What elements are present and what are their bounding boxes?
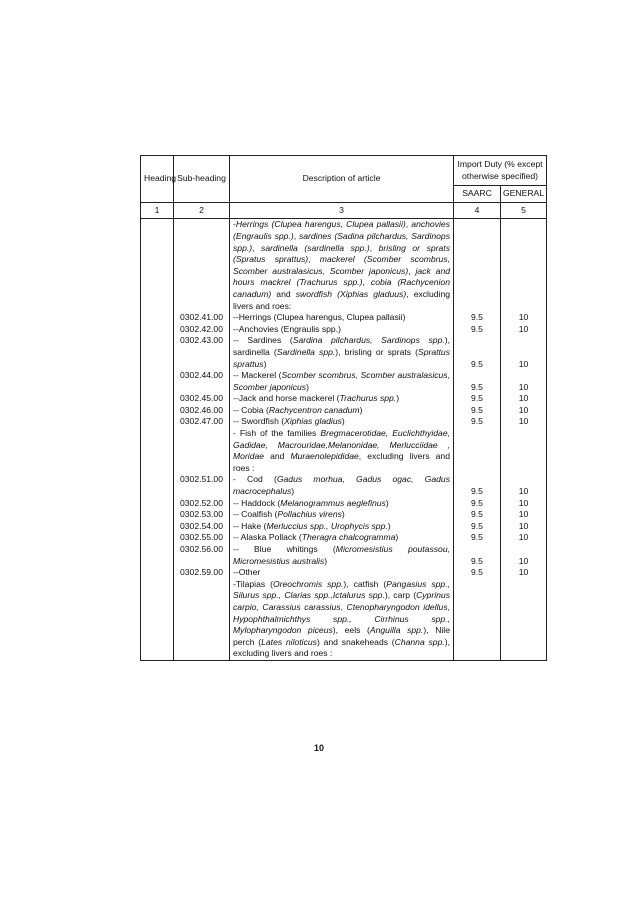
table-row [141,335,547,370]
general-duty-value [501,428,547,474]
column-number: 4 [454,202,501,219]
description-cell: -- Alaska Pollack (Theragra chalcogramma) [230,532,454,544]
heading-cell [141,567,174,579]
subheading-code: 0302.59.00 [174,567,230,579]
heading-cell [141,219,174,312]
tariff-table [140,155,547,661]
heading-cell [141,428,174,474]
table-row [141,416,547,428]
heading-cell [141,312,174,324]
table-row [141,405,547,417]
saarc-duty-value: 9.5 [454,521,501,533]
subheading-code: 0302.44.00 [174,370,230,393]
subheading-code [174,219,230,312]
subheading-code: 0302.46.00 [174,405,230,417]
description-cell: -- Haddock (Melanogrammus aeglefinus) [230,498,454,510]
saarc-duty-value: 9.5 [454,335,501,370]
column-number: 5 [501,202,547,219]
heading-cell [141,393,174,405]
subheading-code: 0302.56.00 [174,544,230,567]
heading-column-header: Heading [141,156,174,203]
description-cell: -Tilapias (Oreochromis spp.), catfish (Pangasius spp., Silurus spp., Clarias spp.,Ictalurus spp.), carp (Cyprinus carpio, Carassius carassius, Ctenopharyngodon idellus, Hypophthalmichthys spp., Cirrhinus spp., Mylopharyngodon piceus), eels (Anguilla spp.), Nile perch (Lates niloticus) and snakeheads (Channa spp.), excluding livers and roes : [230,579,454,661]
description-cell: -- Swordfish (Xiphias gladius) [230,416,454,428]
general-duty-value: 10 [501,312,547,324]
saarc-duty-value [454,579,501,661]
table-row [141,532,547,544]
subheading-code: 0302.52.00 [174,498,230,510]
description-cell: --Anchovies (Engraulis spp.) [230,324,454,336]
table-row [141,370,547,393]
general-duty-value [501,579,547,661]
general-duty-value: 10 [501,544,547,567]
tariff-table-container [140,155,546,661]
description-cell: --Herrings (Clupea harengus, Clupea pallasii) [230,312,454,324]
general-duty-value: 10 [501,370,547,393]
heading-cell [141,579,174,661]
subheading-code [174,428,230,474]
saarc-duty-value: 9.5 [454,416,501,428]
import-duty-header: Import Duty (% except otherwise specified) [454,156,547,186]
description-cell: -- Cobia (Rachycentron canadum) [230,405,454,417]
saarc-duty-value [454,219,501,312]
heading-cell [141,335,174,370]
general-duty-value: 10 [501,324,547,336]
subheading-code: 0302.47.00 [174,416,230,428]
saarc-duty-value: 9.5 [454,324,501,336]
table-row [141,509,547,521]
general-duty-value: 10 [501,405,547,417]
general-duty-value: 10 [501,416,547,428]
general-duty-value: 10 [501,474,547,497]
table-row [141,393,547,405]
description-cell: -- Sardines (Sardina pilchardus, Sardinops spp.), sardinella (Sardinella spp.), brisling or sprats (Sprattus sprattus) [230,335,454,370]
column-number-row [141,202,547,219]
description-cell: --Other [230,567,454,579]
table-row [141,567,547,579]
saarc-duty-value: 9.5 [454,312,501,324]
column-number: 3 [230,202,454,219]
general-duty-value [501,219,547,312]
subheading-code: 0302.41.00 [174,312,230,324]
description-cell: -- Hake (Merluccius spp., Urophycis spp.) [230,521,454,533]
subheading-code [174,579,230,661]
heading-cell [141,532,174,544]
table-body [141,202,547,660]
heading-cell [141,509,174,521]
saarc-duty-value: 9.5 [454,474,501,497]
heading-cell [141,474,174,497]
subheading-code: 0302.43.00 [174,335,230,370]
description-column-header: Description of article [230,156,454,203]
heading-cell [141,498,174,510]
saarc-duty-value: 9.5 [454,370,501,393]
general-duty-value: 10 [501,532,547,544]
subheading-column-header: Sub-heading [174,156,230,203]
saarc-duty-value: 9.5 [454,498,501,510]
description-cell: - Cod (Gadus morhua, Gadus ogac, Gadus macrocephalus) [230,474,454,497]
column-number: 2 [174,202,230,219]
saarc-duty-value: 9.5 [454,405,501,417]
description-cell: -Herrings (Clupea harengus, Clupea pallasii), anchovies (Engraulis spp.), sardines (Sadina pilchardus, Sardinops spp.), sardinella (sardinella spp.), brisling or sprats (Spratus sprattus), mackerel (Scomber scombrus, Scomber australasicus, Scomber japonicus), jack and hours mackrel (Trachurus spp.), cobia (Rachycenion canadum) and swordfish (Xiphias gladuus), excluding livers and roes: [230,219,454,312]
saarc-duty-value: 9.5 [454,509,501,521]
heading-cell [141,416,174,428]
saarc-duty-value: 9.5 [454,393,501,405]
description-cell: -- Mackerel (Scomber scombrus, Scomber australasicus, Scomber japonicus) [230,370,454,393]
table-row [141,324,547,336]
general-duty-value: 10 [501,521,547,533]
general-duty-value: 10 [501,335,547,370]
table-row [141,219,547,312]
table-row [141,544,547,567]
heading-cell [141,370,174,393]
table-row [141,474,547,497]
subheading-code: 0302.42.00 [174,324,230,336]
page-number: 10 [313,743,324,753]
heading-cell [141,544,174,567]
general-duty-value: 10 [501,567,547,579]
heading-cell [141,405,174,417]
column-number: 1 [141,202,174,219]
subheading-code: 0302.53.00 [174,509,230,521]
general-duty-value: 10 [501,509,547,521]
description-cell: - Fish of the families Bregmacerotidae, Euclichthyidae, Gadidae, Macrouridae,Melanonidae, Merlucciidae , Moridae and Muraenolepididae, excluding livers and roes : [230,428,454,474]
description-cell: --Jack and horse mackerel (Trachurus spp.) [230,393,454,405]
saarc-duty-value [454,428,501,474]
heading-cell [141,324,174,336]
table-row [141,312,547,324]
table-row [141,498,547,510]
heading-cell [141,521,174,533]
general-duty-value: 10 [501,393,547,405]
general-column-header: GENERAL [501,186,547,203]
saarc-duty-value: 9.5 [454,567,501,579]
saarc-duty-value: 9.5 [454,532,501,544]
general-duty-value: 10 [501,498,547,510]
description-cell: -- Blue whitings (Micromesistius poutassou, Micromesistius australis) [230,544,454,567]
saarc-duty-value: 9.5 [454,544,501,567]
subheading-code: 0302.51.00 [174,474,230,497]
table-row [141,579,547,661]
description-cell: -- Coalfish (Pollachius virens) [230,509,454,521]
table-row [141,428,547,474]
subheading-code: 0302.55.00 [174,532,230,544]
table-row [141,521,547,533]
subheading-code: 0302.54.00 [174,521,230,533]
subheading-code: 0302.45.00 [174,393,230,405]
saarc-column-header: SAARC [454,186,501,203]
